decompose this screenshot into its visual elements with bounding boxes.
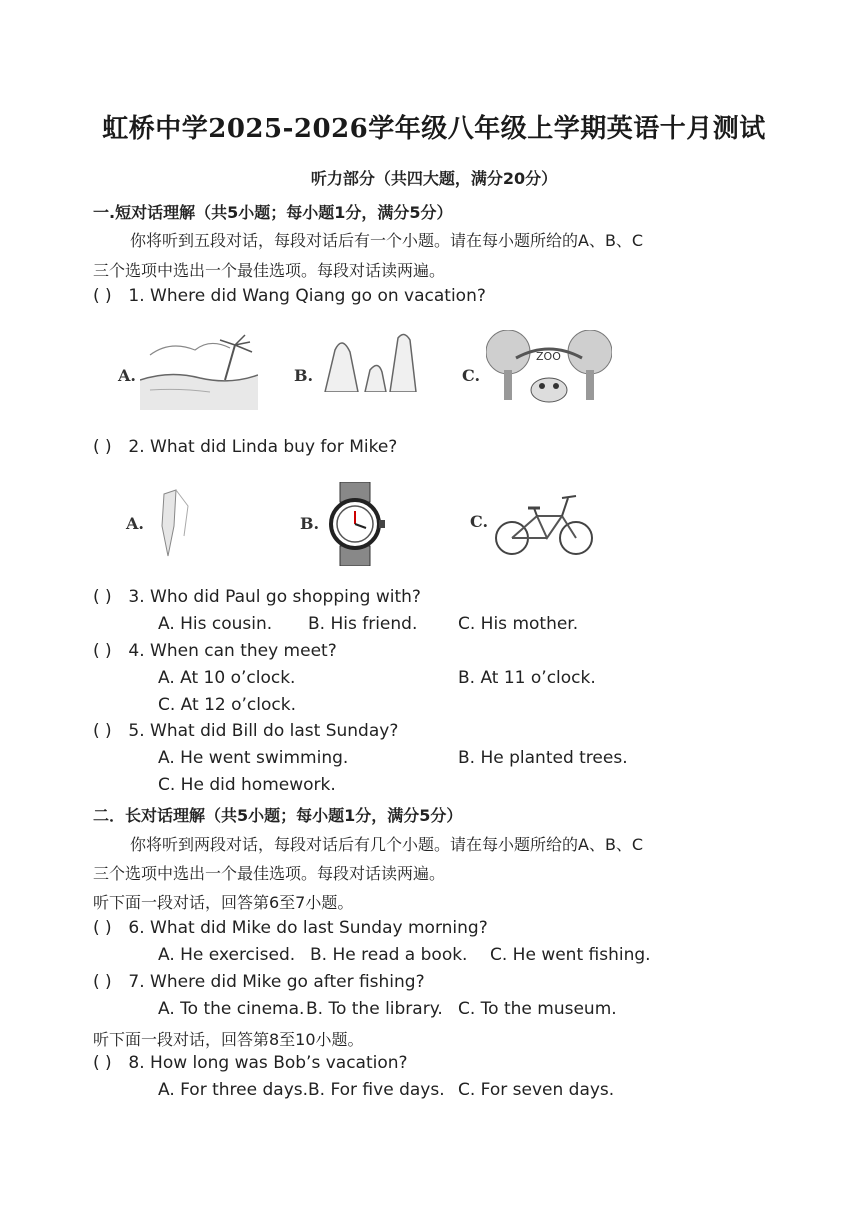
question-text: 6. What did Mike do last Sunday morning? [128, 918, 488, 938]
question-8 [93, 1053, 408, 1073]
section1-heading: 一.短对话理解（共5小题；每小题1分，满分5分） [93, 203, 453, 222]
question-4 [93, 641, 337, 661]
question-6 [93, 918, 488, 938]
q4-option-a[interactable]: A. At 10 o’clock. [158, 668, 296, 688]
q3-option-a[interactable]: A. His cousin. [158, 614, 273, 634]
watch-picture-icon [324, 482, 386, 566]
question-text: 1. Where did Wang Qiang go on vacation? [128, 286, 486, 306]
q1-option-c-label: C. [462, 366, 481, 385]
beach-picture-icon [140, 330, 258, 410]
answer-blank[interactable]: ( ) [93, 587, 112, 607]
q6-option-c[interactable]: C. He went fishing. [490, 945, 651, 965]
answer-blank[interactable]: ( ) [93, 641, 112, 661]
answer-blank[interactable]: ( ) [93, 286, 112, 306]
listen-instruction-6-7: 听下面一段对话，回答第6至7小题。 [93, 893, 354, 912]
q3-option-b[interactable]: B. His friend. [308, 614, 418, 634]
answer-blank[interactable]: ( ) [93, 1053, 112, 1073]
umbrella-picture-icon [154, 486, 214, 562]
question-5 [93, 721, 398, 741]
svg-text:ZOO: ZOO [536, 350, 561, 363]
section2-heading: 二．长对话理解（共5小题；每小题1分，满分5分） [93, 806, 463, 825]
q7-option-a[interactable]: A. To the cinema. [158, 999, 305, 1019]
q7-option-c[interactable]: C. To the museum. [458, 999, 617, 1019]
q5-option-a[interactable]: A. He went swimming. [158, 748, 349, 768]
q6-option-b[interactable]: B. He read a book. [310, 945, 468, 965]
section2-instruction-line1: 你将听到两段对话，每段对话后有几个小题。请在每小题所给的A、B、C [130, 835, 644, 854]
q2-option-b-label: B. [300, 514, 320, 533]
answer-blank[interactable]: ( ) [93, 437, 112, 457]
q8-option-a[interactable]: A. For three days. [158, 1080, 309, 1100]
question-text: 8. How long was Bob’s vacation? [128, 1053, 408, 1073]
q8-option-c[interactable]: C. For seven days. [458, 1080, 615, 1100]
answer-blank[interactable]: ( ) [93, 918, 112, 938]
q5-option-c[interactable]: C. He did homework. [158, 775, 336, 795]
question-text: 2. What did Linda buy for Mike? [128, 437, 398, 457]
q3-option-c[interactable]: C. His mother. [458, 614, 579, 634]
answer-blank[interactable]: ( ) [93, 972, 112, 992]
question-text: 3. Who did Paul go shopping with? [128, 587, 421, 607]
answer-blank[interactable]: ( ) [93, 721, 112, 741]
question-text: 7. Where did Mike go after fishing? [128, 972, 425, 992]
mountain-picture-icon [320, 330, 418, 392]
zoo-picture-icon [486, 330, 612, 410]
question-text: 4. When can they meet? [128, 641, 337, 661]
q7-option-b[interactable]: B. To the library. [306, 999, 443, 1019]
section1-instruction-line2: 三个选项中选出一个最佳选项。每段对话读两遍。 [93, 261, 446, 280]
q2-option-a-label: A. [126, 514, 144, 533]
q5-option-b[interactable]: B. He planted trees. [458, 748, 628, 768]
exam-title: 虹桥中学2025-2026学年级八年级上学期英语十月测试 [102, 114, 766, 144]
question-2 [93, 437, 397, 457]
q8-option-b[interactable]: B. For five days. [308, 1080, 445, 1100]
q4-option-c[interactable]: C. At 12 o’clock. [158, 695, 296, 715]
section2-instruction-line2: 三个选项中选出一个最佳选项。每段对话读两遍。 [93, 864, 446, 883]
listen-instruction-8-10: 听下面一段对话，回答第8至10小题。 [93, 1030, 364, 1049]
bicycle-picture-icon [492, 488, 596, 560]
q2-option-c-label: C. [470, 512, 489, 531]
q1-option-a-label: A. [118, 366, 136, 385]
listening-subtitle: 听力部分（共四大题，满分20分） [310, 169, 558, 188]
q6-option-a[interactable]: A. He exercised. [158, 945, 296, 965]
q1-option-b-label: B. [294, 366, 314, 385]
q4-option-b[interactable]: B. At 11 o’clock. [458, 668, 596, 688]
question-7 [93, 972, 425, 992]
question-3 [93, 587, 421, 607]
section1-instruction-line1: 你将听到五段对话，每段对话后有一个小题。请在每小题所给的A、B、C [130, 231, 644, 250]
question-text: 5. What did Bill do last Sunday? [128, 721, 399, 741]
question-1 [93, 286, 486, 306]
